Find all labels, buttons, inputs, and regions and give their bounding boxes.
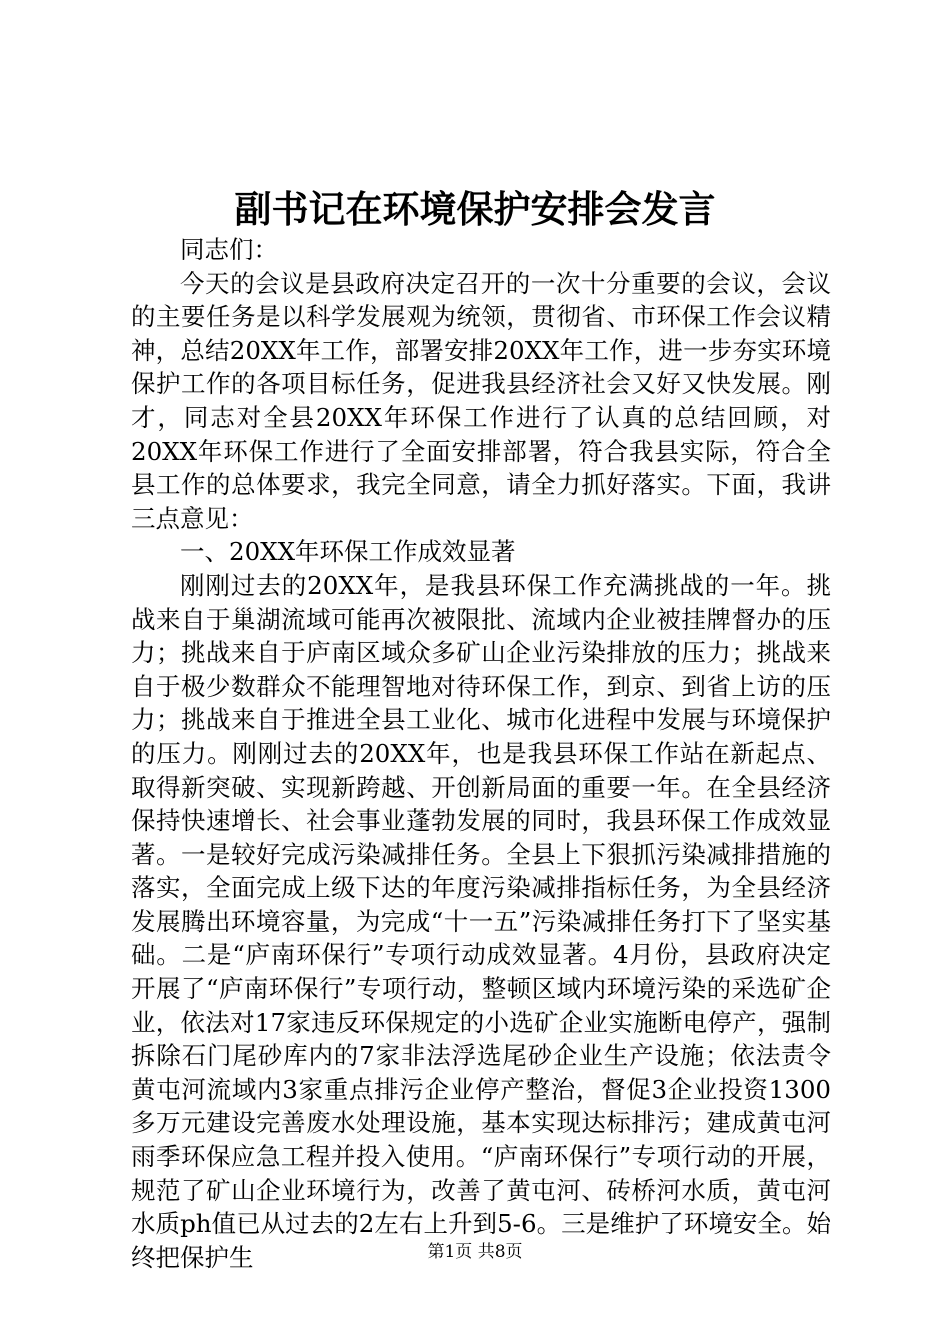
paragraph-achievements: 刚刚过去的20XX年，是我县环保工作充满挑战的一年。挑战来自于巢湖流域可能再次被限批、流域内企业被挂牌督办的压力；挑战来自于庐南区域众多矿山企业污染排放的压力；挑战来自于极少数群众不能理智地对待环保工作，到京、到省上访的压力；挑战来自于推进全县工业化、城市化进程中发展与环境保护的压力。刚刚过去的20XX年，也是我县环保工作站在新起点、取得新突破、实现新跨越、开创新局面的重要一年。在全县经济保持快速增长、社会事业蓬勃发展的同时，我县环保工作成效显著。一是较好完成污染减排任务。全县上下狠抓污染减排措施的落实，全面完成上级下达的年度污染减排指标任务，为全县经济发展腾出环境容量，为完成“十一五”污染减排任务打下了坚实基础。二是“庐南环保行”专项行动成效显著。4月份，县政府决定开展了“庐南环保行”专项行动，整顿区域内环境污染的采选矿企业，依法对17家违反环保规定的小选矿企业实施断电停产，强制拆除石门尾砂库内的7家非法浮选尾砂企业生产设施；依法责令黄屯河流域内3家重点排污企业停产整治，督促3企业投资1300多万元建设完善废水处理设施，基本实现达标排污；建成黄屯河雨季环保应急工程并投入使用。“庐南环保行”专项行动的开展，规范了矿山企业环境行为，改善了黄屯河、砖桥河水质，黄屯河水质ph值已从过去的2左右上升到5-6。三是维护了环境安全。始终把保护生: [131, 570, 831, 1272]
page-footer: 第1页 共8页: [427, 1242, 523, 1262]
section-heading: 一、20XX年环保工作成效显著: [180, 537, 516, 567]
document-title: 副书记在环境保护安排会发言: [234, 187, 716, 231]
document-body: [131, 233, 831, 1274]
salutation: 同志们：: [180, 235, 278, 264]
paragraph-intro: 今天的会议是县政府决定召开的一次十分重要的会议，会议的主要任务是以科学发展观为统领，贯彻省、市环保工作会议精神，总结20XX年工作，部署安排20XX年工作，进一步夯实环境保护工作的各项目标任务，促进我县经济社会又好又快发展。刚才，同志对全县20XX年环保工作进行了认真的总结回顾，对20XX年环保工作进行了全面安排部署，符合我县实际，符合全县工作的总体要求，我完全同意，请全力抓好落实。下面，我讲三点意见：: [131, 268, 831, 533]
